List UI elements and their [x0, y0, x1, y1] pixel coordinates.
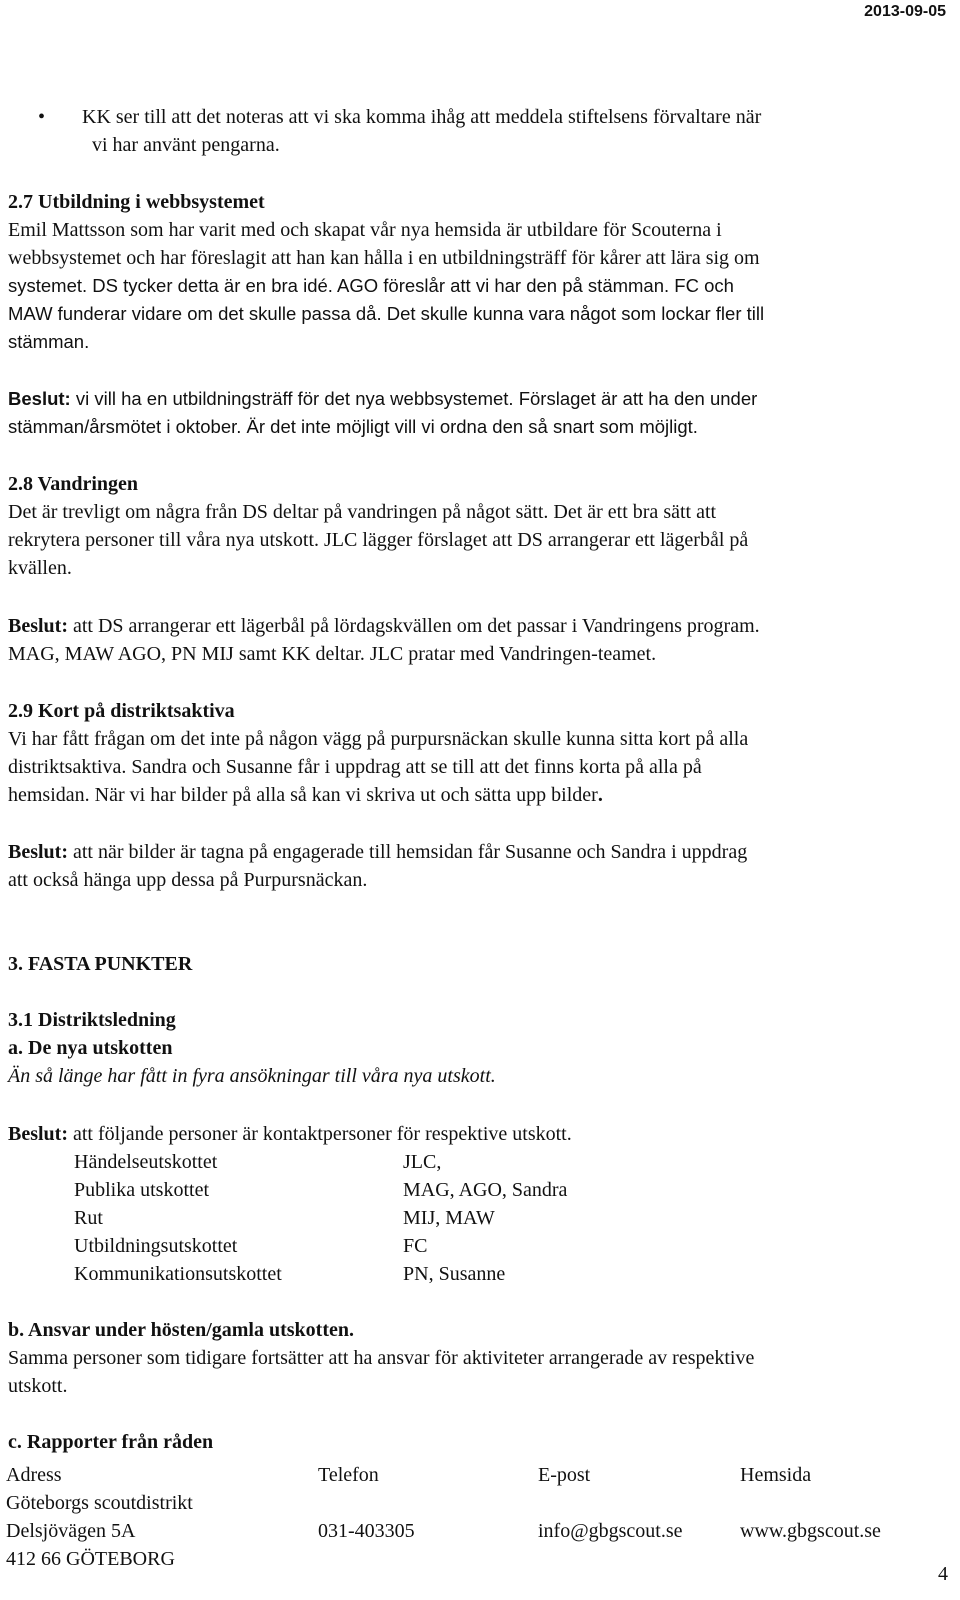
paragraph-line: Vi har fått frågan om det inte på någon vägg på purpursnäckan skulle kunna sitta kort på alla [8, 728, 749, 750]
paragraph-line: Emil Mattsson som har varit med och skapat vår nya hemsida är utbildare för Scouterna i [8, 219, 722, 241]
footer-org: Göteborgs scoutdistrikt [6, 1492, 193, 1514]
subsection-a-heading: a. De nya utskotten [8, 1037, 173, 1059]
decision-label: Beslut: [8, 388, 71, 409]
bullet-item [8, 103, 942, 159]
decision-2-8 [8, 612, 942, 668]
subsection-b [8, 1316, 942, 1400]
footer-header-web: Hemsida [740, 1464, 812, 1486]
paragraph-line: Samma personer som tidigare fortsätter att ha ansvar för aktiviteter arrangerade av respektive [8, 1347, 755, 1369]
decision-2-7 [8, 385, 942, 441]
table-row [0, 1204, 960, 1232]
paragraph-line: hemsidan. När vi har bilder på alla så kan vi skriva ut och sätta upp bilder [8, 784, 598, 806]
section-heading: 2.7 Utbildning i webbsystemet [8, 191, 265, 213]
section-2-8 [8, 470, 942, 582]
footer-phone: 031-403305 [318, 1520, 415, 1542]
bullet-line: KK ser till att det noteras att vi ska komma ihåg att meddela stiftelsens förvaltare när [82, 106, 762, 128]
committee-name: Utbildningsutskottet [74, 1235, 238, 1257]
footer-city: 412 66 GÖTEBORG [6, 1548, 175, 1570]
decision-text: att när bilder är tagna på engagerade till hemsidan får Susanne och Sandra i uppdrag [68, 841, 748, 863]
committee-persons: FC [403, 1235, 428, 1257]
paragraph-line: webbsystemet och har föreslagit att han kan hålla i en utbildningsträff för kårer att lära sig om [8, 247, 760, 269]
footer-header-address: Adress [6, 1464, 62, 1486]
paragraph-period: . [597, 784, 603, 806]
footer-header-row [0, 1461, 960, 1489]
footer-row [0, 1545, 960, 1573]
decision-label: Beslut: [8, 615, 68, 637]
committee-persons: PN, Susanne [403, 1263, 506, 1285]
paragraph-line: utskott. [8, 1375, 68, 1397]
decision-label: Beslut: [8, 1123, 68, 1145]
footer-header-email: E-post [538, 1464, 591, 1486]
section-3-1 [8, 1006, 942, 1090]
paragraph-line: systemet. DS tycker detta är en bra idé. AGO föreslår att vi har den på stämman. FC och [8, 275, 734, 296]
committee-name: Händelseutskottet [74, 1151, 218, 1173]
footer-street: Delsjövägen 5A [6, 1520, 136, 1542]
bullet-dot-icon: • [38, 106, 46, 128]
decision-2-9 [8, 838, 942, 894]
page-number: 4 [938, 1563, 948, 1585]
paragraph-line: distriktsaktiva. Sandra och Susanne får i uppdrag att se till att det finns korta på alla på [8, 756, 702, 778]
footer-web-link[interactable]: www.gbgscout.se [740, 1520, 881, 1542]
paragraph-line: Det är trevligt om några från DS deltar på vandringen på något sätt. Det är ett bra sätt att [8, 501, 717, 523]
decision-text: vi vill ha en utbildningsträff för det nya webbsystemet. Förslaget är att ha den under [70, 388, 758, 409]
header-date: 2013-09-05 [864, 3, 946, 20]
committee-persons: JLC, [403, 1151, 442, 1173]
table-row [0, 1260, 960, 1288]
subsection-b-heading: b. Ansvar under hösten/gamla utskotten. [8, 1319, 354, 1341]
table-row [0, 1176, 960, 1204]
section-heading: 2.9 Kort på distriktsaktiva [8, 700, 235, 722]
committee-name: Kommunikationsutskottet [74, 1263, 282, 1285]
footer-header-phone: Telefon [318, 1464, 379, 1486]
paragraph-line: rekrytera personer till våra nya utskott. JLC lägger förslaget att DS arrangerar ett lägerbål på [8, 529, 749, 551]
section-heading: 2.8 Vandringen [8, 473, 139, 495]
italic-note: Än så länge har fått in fyra ansökningar till våra nya utskott. [8, 1065, 496, 1087]
paragraph-line: stämman. [8, 331, 90, 352]
paragraph-line: kvällen. [8, 557, 72, 579]
decision-label: Beslut: [8, 841, 68, 863]
bullet-text [82, 103, 942, 159]
section-3-heading: 3. FASTA PUNKTER [8, 953, 193, 975]
subsection-heading: 3.1 Distriktsledning [8, 1009, 176, 1031]
table-row [0, 1148, 960, 1176]
decision-text: att DS arrangerar ett lägerbål på lördagskvällen om det passar i Vandringens program. [68, 615, 760, 637]
footer-row [0, 1517, 960, 1545]
decision-text: att också hänga upp dessa på Purpursnäckan. [8, 869, 368, 891]
decision-3-1a [8, 1120, 942, 1148]
footer-row [0, 1489, 960, 1517]
decision-text: stämman/årsmötet i oktober. Är det inte möjligt vill vi ordna den så snart som möjligt. [8, 416, 698, 437]
committee-persons: MAG, AGO, Sandra [403, 1179, 568, 1201]
committee-name: Rut [74, 1207, 103, 1229]
footer-email-link[interactable]: info@gbgscout.se [538, 1520, 683, 1542]
subsection-c-heading: c. Rapporter från råden [8, 1431, 214, 1453]
paragraph-line: MAW funderar vidare om det skulle passa då. Det skulle kunna vara något som lockar fler till [8, 303, 765, 324]
decision-text: MAG, MAW AGO, PN MIJ samt KK deltar. JLC pratar med Vandringen-teamet. [8, 643, 657, 665]
decision-text: att följande personer är kontaktpersoner för respektive utskott. [68, 1123, 572, 1145]
section-2-7 [8, 188, 942, 356]
table-row [0, 1232, 960, 1260]
section-2-9 [8, 697, 942, 809]
committee-name: Publika utskottet [74, 1179, 209, 1201]
committee-persons: MIJ, MAW [403, 1207, 495, 1229]
bullet-line: vi har använt pengarna. [92, 134, 280, 156]
